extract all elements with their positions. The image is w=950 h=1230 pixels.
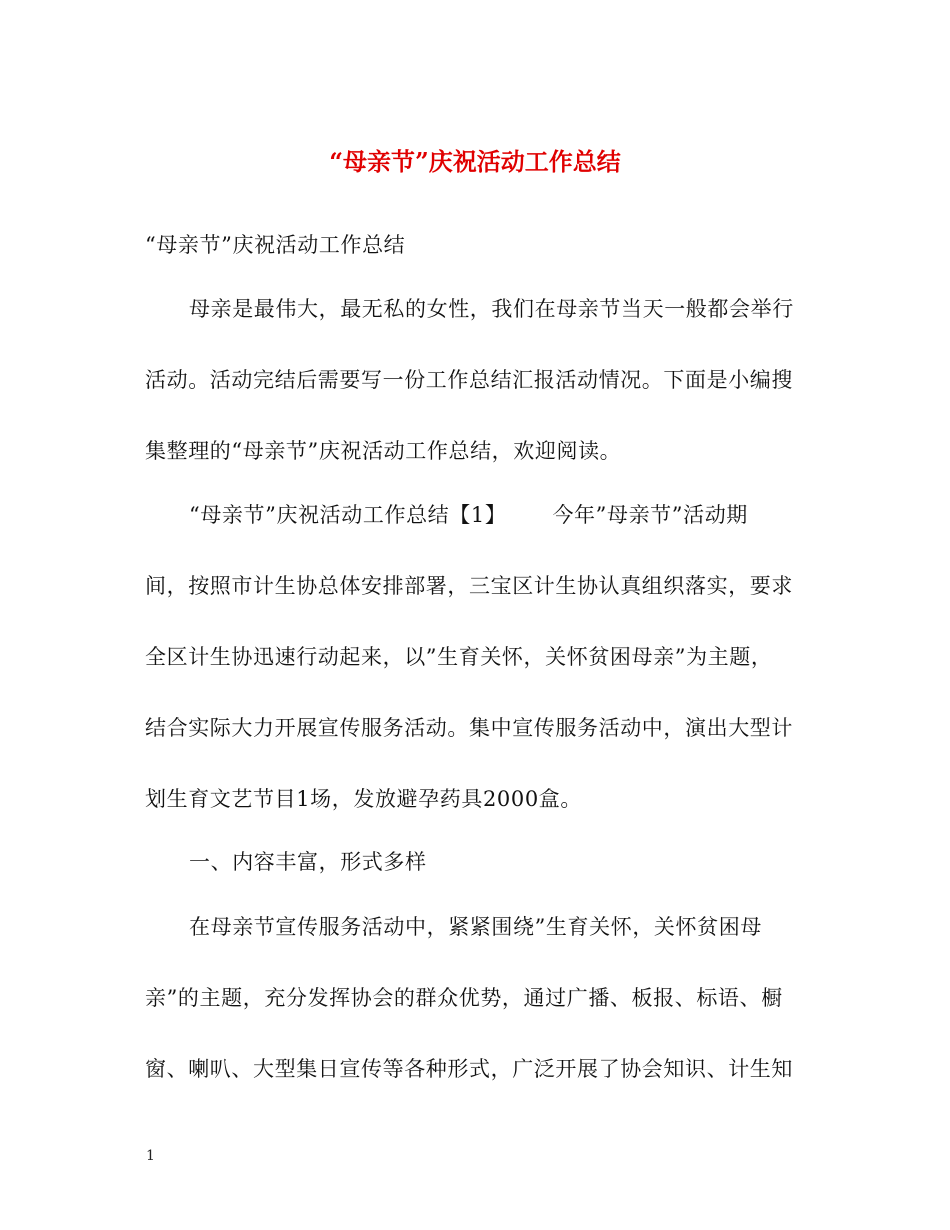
paragraph-line: [189, 500, 748, 530]
section-heading: 一、内容丰富，形式多样: [189, 850, 427, 874]
paragraph-line: 划生育文艺节目1场，发放避孕药具2000盒。: [145, 787, 583, 811]
paragraph-line: 间，按照市计生协总体安排部署，三宝区计生协认真组织落实，要求: [145, 574, 793, 598]
paragraph-line: 母亲是最伟大，最无私的女性，我们在母亲节当天一般都会举行: [189, 297, 794, 321]
document-title: “母亲节”庆祝活动工作总结: [329, 147, 621, 176]
paragraph-line: 亲”的主题，充分发挥协会的群众优势，通过广播、板报、标语、橱: [145, 986, 783, 1010]
paragraph-line: 集整理的“母亲节”庆祝活动工作总结，欢迎阅读。: [145, 439, 622, 463]
subtitle-line: “母亲节”庆祝活动工作总结: [145, 233, 406, 257]
paragraph-line: 全区计生协迅速行动起来，以”生育关怀，关怀贫困母亲”为主题，: [145, 645, 773, 669]
paragraph-line: 在母亲节宣传服务活动中，紧紧围绕”生育关怀，关怀贫困母: [189, 915, 762, 939]
section-heading: “母亲节”庆祝活动工作总结【1】: [189, 503, 507, 527]
paragraph-line: 窗、喇叭、大型集日宣传等各种形式，广泛开展了协会知识、计生知: [145, 1057, 793, 1081]
page-number: 1: [146, 1148, 155, 1164]
paragraph-text: 今年”母亲节”活动期: [552, 503, 748, 527]
paragraph-line: 活动。活动完结后需要写一份工作总结汇报活动情况。下面是小编搜: [145, 368, 793, 392]
paragraph-line: 结合实际大力开展宣传服务活动。集中宣传服务活动中，演出大型计: [145, 716, 793, 740]
